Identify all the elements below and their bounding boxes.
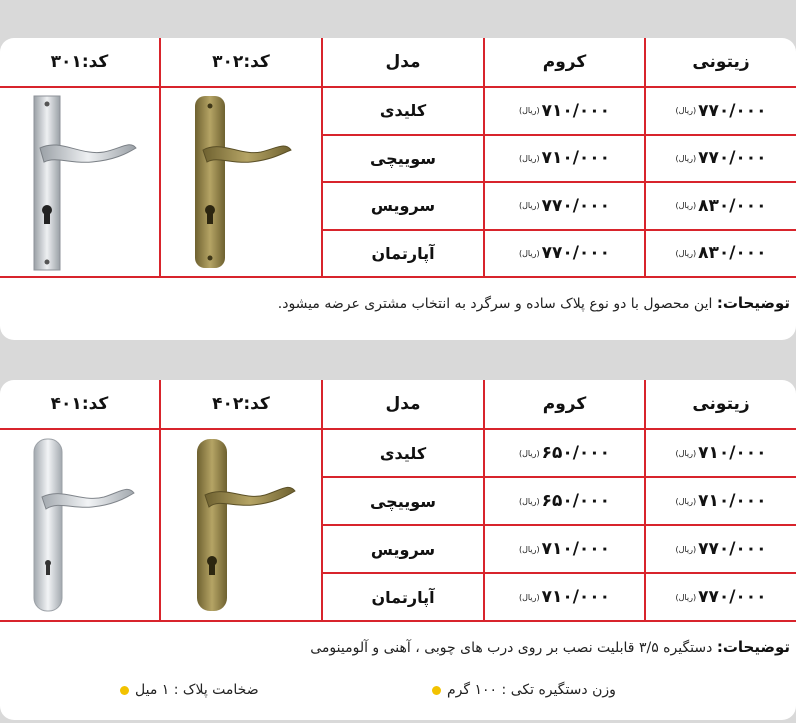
price-value: ۷۱۰/۰۰۰ <box>541 587 611 607</box>
chrome-handle-icon <box>20 92 140 272</box>
price-value: ۷۷۰/۰۰۰ <box>698 539 767 559</box>
price-unit: (ریال) <box>518 201 540 211</box>
note-label: توضیحات: <box>716 294 790 312</box>
price-zeytoni <box>646 231 796 279</box>
note-1 <box>278 294 790 312</box>
product-image-302 <box>161 88 323 278</box>
header-chrome: کروم <box>485 380 646 430</box>
bullet-dot-icon <box>432 686 441 695</box>
header-code-402: کد:۴۰۲ <box>161 380 323 430</box>
price-value: ۸۳۰/۰۰۰ <box>698 243 767 264</box>
price-zeytoni <box>646 430 796 478</box>
bullet-weight-text: وزن دستگیره تکی : ۱۰۰ گرم <box>447 682 616 698</box>
price-zeytoni <box>646 88 796 136</box>
price-unit: (ریال) <box>518 592 540 602</box>
price-unit: (ریال) <box>675 248 697 258</box>
note-label: توضیحات: <box>716 638 790 656</box>
price-unit: (ریال) <box>518 106 540 116</box>
price-unit: (ریال) <box>518 248 540 258</box>
header-model: مدل <box>323 38 485 88</box>
price-value: ۷۷۰/۰۰۰ <box>698 100 767 121</box>
chrome-handle-icon <box>20 435 140 615</box>
model-name: سرویس <box>323 526 485 574</box>
price-unit: (ریال) <box>675 592 697 602</box>
header-zeytoni: زیتونی <box>646 380 796 430</box>
price-zeytoni <box>646 526 796 574</box>
header-zeytoni: زیتونی <box>646 38 796 88</box>
price-unit: (ریال) <box>518 496 540 506</box>
price-value: ۷۱۰/۰۰۰ <box>698 443 767 463</box>
price-chrome <box>485 574 646 622</box>
price-chrome <box>485 183 646 231</box>
product-image-402 <box>161 430 323 622</box>
model-name: کلیدی <box>323 430 485 478</box>
model-name: آپارتمان <box>323 574 485 622</box>
price-chrome <box>485 430 646 478</box>
bullet-thickness-text: ضخامت پلاک : ۱ میل <box>135 682 259 698</box>
note-text: این محصول با دو نوع پلاک ساده و سرگرد به انتخاب مشتری عرضه میشود. <box>277 296 713 312</box>
price-unit: (ریال) <box>675 544 697 554</box>
bullet-weight <box>432 682 616 698</box>
header-code-301: کد:۳۰۱ <box>0 38 161 88</box>
price-unit: (ریال) <box>675 106 697 116</box>
product-image-401 <box>0 430 161 622</box>
model-name: سرویس <box>323 183 485 231</box>
price-card-2 <box>0 380 796 720</box>
price-chrome <box>485 136 646 184</box>
model-name: سوییچی <box>323 136 485 184</box>
price-value: ۷۱۰/۰۰۰ <box>698 491 767 511</box>
bullet-dot-icon <box>120 686 129 695</box>
table-header-row <box>0 380 796 430</box>
price-value: ۷۷۰/۰۰۰ <box>698 587 767 607</box>
price-chrome <box>485 526 646 574</box>
price-chrome <box>485 478 646 526</box>
price-unit: (ریال) <box>675 201 697 211</box>
price-unit: (ریال) <box>518 544 540 554</box>
price-unit: (ریال) <box>518 153 540 163</box>
price-value: ۷۱۰/۰۰۰ <box>541 148 611 169</box>
price-unit: (ریال) <box>675 448 697 458</box>
price-zeytoni <box>646 478 796 526</box>
model-name: کلیدی <box>323 88 485 136</box>
note-2 <box>310 638 790 656</box>
bullet-thickness <box>120 682 259 698</box>
price-value: ۷۱۰/۰۰۰ <box>541 539 611 559</box>
olive-handle-icon <box>181 92 301 272</box>
table-header-row <box>0 38 796 88</box>
product-image-301 <box>0 88 161 278</box>
price-unit: (ریال) <box>675 153 697 163</box>
price-value: ۶۵۰/۰۰۰ <box>541 443 611 463</box>
price-value: ۷۷۰/۰۰۰ <box>541 243 611 264</box>
model-name: آپارتمان <box>323 231 485 279</box>
price-unit: (ریال) <box>518 448 540 458</box>
price-zeytoni <box>646 183 796 231</box>
header-code-401: کد:۴۰۱ <box>0 380 161 430</box>
price-zeytoni <box>646 136 796 184</box>
header-chrome: کروم <box>485 38 646 88</box>
note-text: دستگیره ۳/۵ قابلیت نصب بر روی درب های چوبی ، آهنی و آلومینومی <box>310 640 713 656</box>
price-value: ۷۷۰/۰۰۰ <box>698 148 767 169</box>
header-code-302: کد:۳۰۲ <box>161 38 323 88</box>
model-name: سوییچی <box>323 478 485 526</box>
price-value: ۶۵۰/۰۰۰ <box>541 491 611 511</box>
price-value: ۷۷۰/۰۰۰ <box>541 195 611 216</box>
olive-handle-icon <box>181 435 301 615</box>
price-value: ۸۳۰/۰۰۰ <box>698 195 767 216</box>
price-chrome <box>485 231 646 279</box>
price-card-1 <box>0 38 796 340</box>
header-model: مدل <box>323 380 485 430</box>
price-value: ۷۱۰/۰۰۰ <box>541 100 611 121</box>
price-zeytoni <box>646 574 796 622</box>
price-chrome <box>485 88 646 136</box>
price-unit: (ریال) <box>675 496 697 506</box>
